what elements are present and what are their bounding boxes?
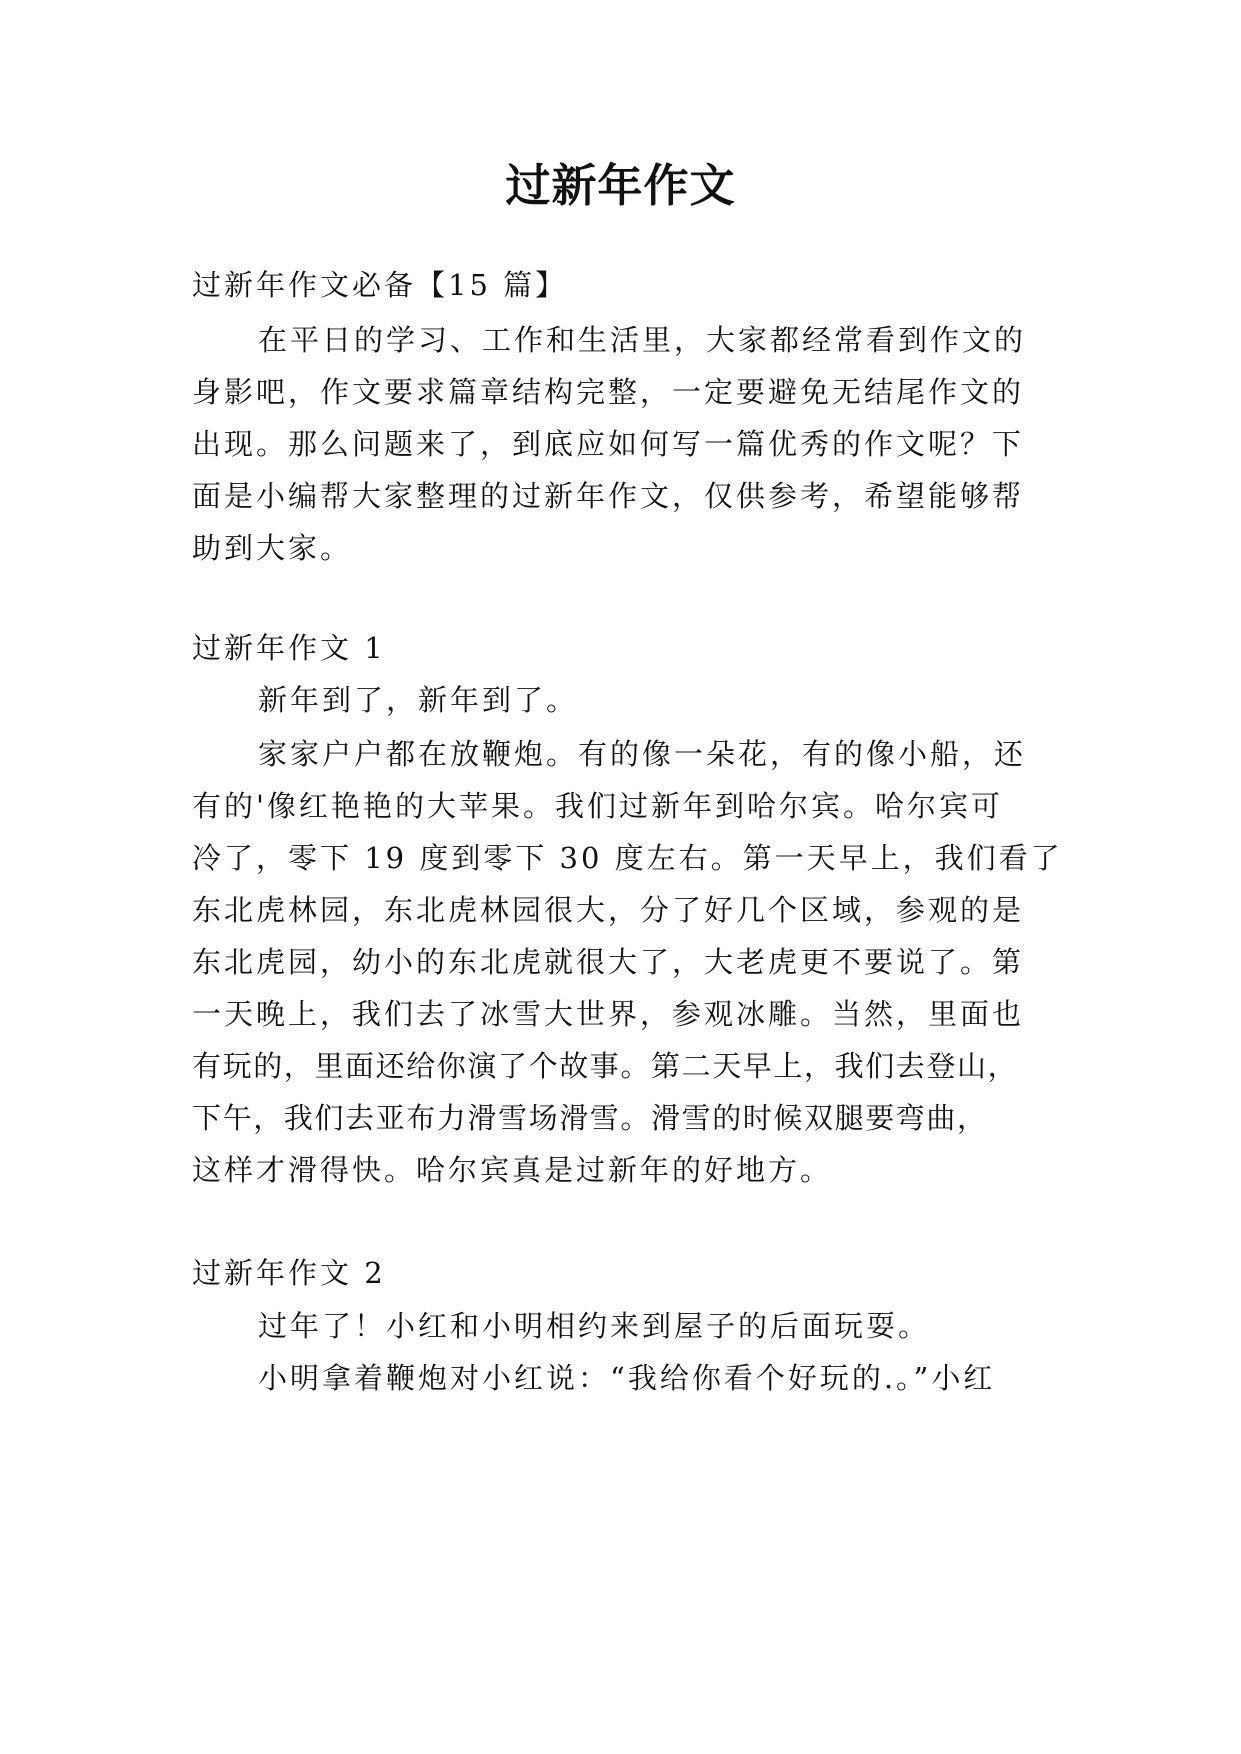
essay1-line: 有玩的，里面还给你演了个故事。第二天早上，我们去登山， [192, 1049, 1019, 1083]
document-title: 过新年作文 [505, 159, 736, 212]
intro-line: 面是小编帮大家整理的过新年作文，仅供参考，希望能够帮 [192, 479, 1025, 513]
essay1-line: 东北虎林园，东北虎林园很大，分了好几个区域，参观的是 [192, 893, 1025, 927]
essay1-line: 冷了，零下 19 度到零下 30 度左右。第一天早上，我们看了 [192, 841, 1063, 875]
essay1-heading: 过新年作文 1 [192, 631, 386, 665]
document-subtitle: 过新年作文必备【15 篇】 [192, 268, 568, 302]
essay1-line: 家家户户都在放鞭炮。有的像一朵花，有的像小船，还 [258, 737, 1027, 771]
intro-line: 助到大家。 [192, 531, 353, 565]
intro-line: 出现。那么问题来了，到底应如何写一篇优秀的作文呢？下 [192, 427, 1025, 461]
essay2-heading: 过新年作文 2 [192, 1256, 386, 1290]
essay1-line: 一天晚上，我们去了冰雪大世界，参观冰雕。当然，里面也 [192, 997, 1025, 1031]
intro-line: 在平日的学习、工作和生活里，大家都经常看到作文的 [258, 323, 1027, 357]
essay1-line: 这样才滑得快。哈尔宾真是过新年的好地方。 [192, 1153, 833, 1187]
intro-line: 身影吧，作文要求篇章结构完整，一定要避免无结尾作文的 [192, 375, 1025, 409]
essay1-line: 有的'像红艳艳的大苹果。我们过新年到哈尔宾。哈尔宾可 [192, 789, 1003, 823]
essay1-line: 东北虎园，幼小的东北虎就很大了，大老虎更不要说了。第 [192, 945, 1025, 979]
essay1-line: 下午，我们去亚布力滑雪场滑雪。滑雪的时候双腿要弯曲， [192, 1101, 988, 1135]
essay1-line: 新年到了，新年到了。 [258, 683, 579, 717]
essay2-line: 小明拿着鞭炮对小红说：“我给你看个好玩的.。”小红 [258, 1361, 996, 1395]
essay2-line: 过年了！小红和小明相约来到屋子的后面玩耍。 [258, 1309, 931, 1343]
